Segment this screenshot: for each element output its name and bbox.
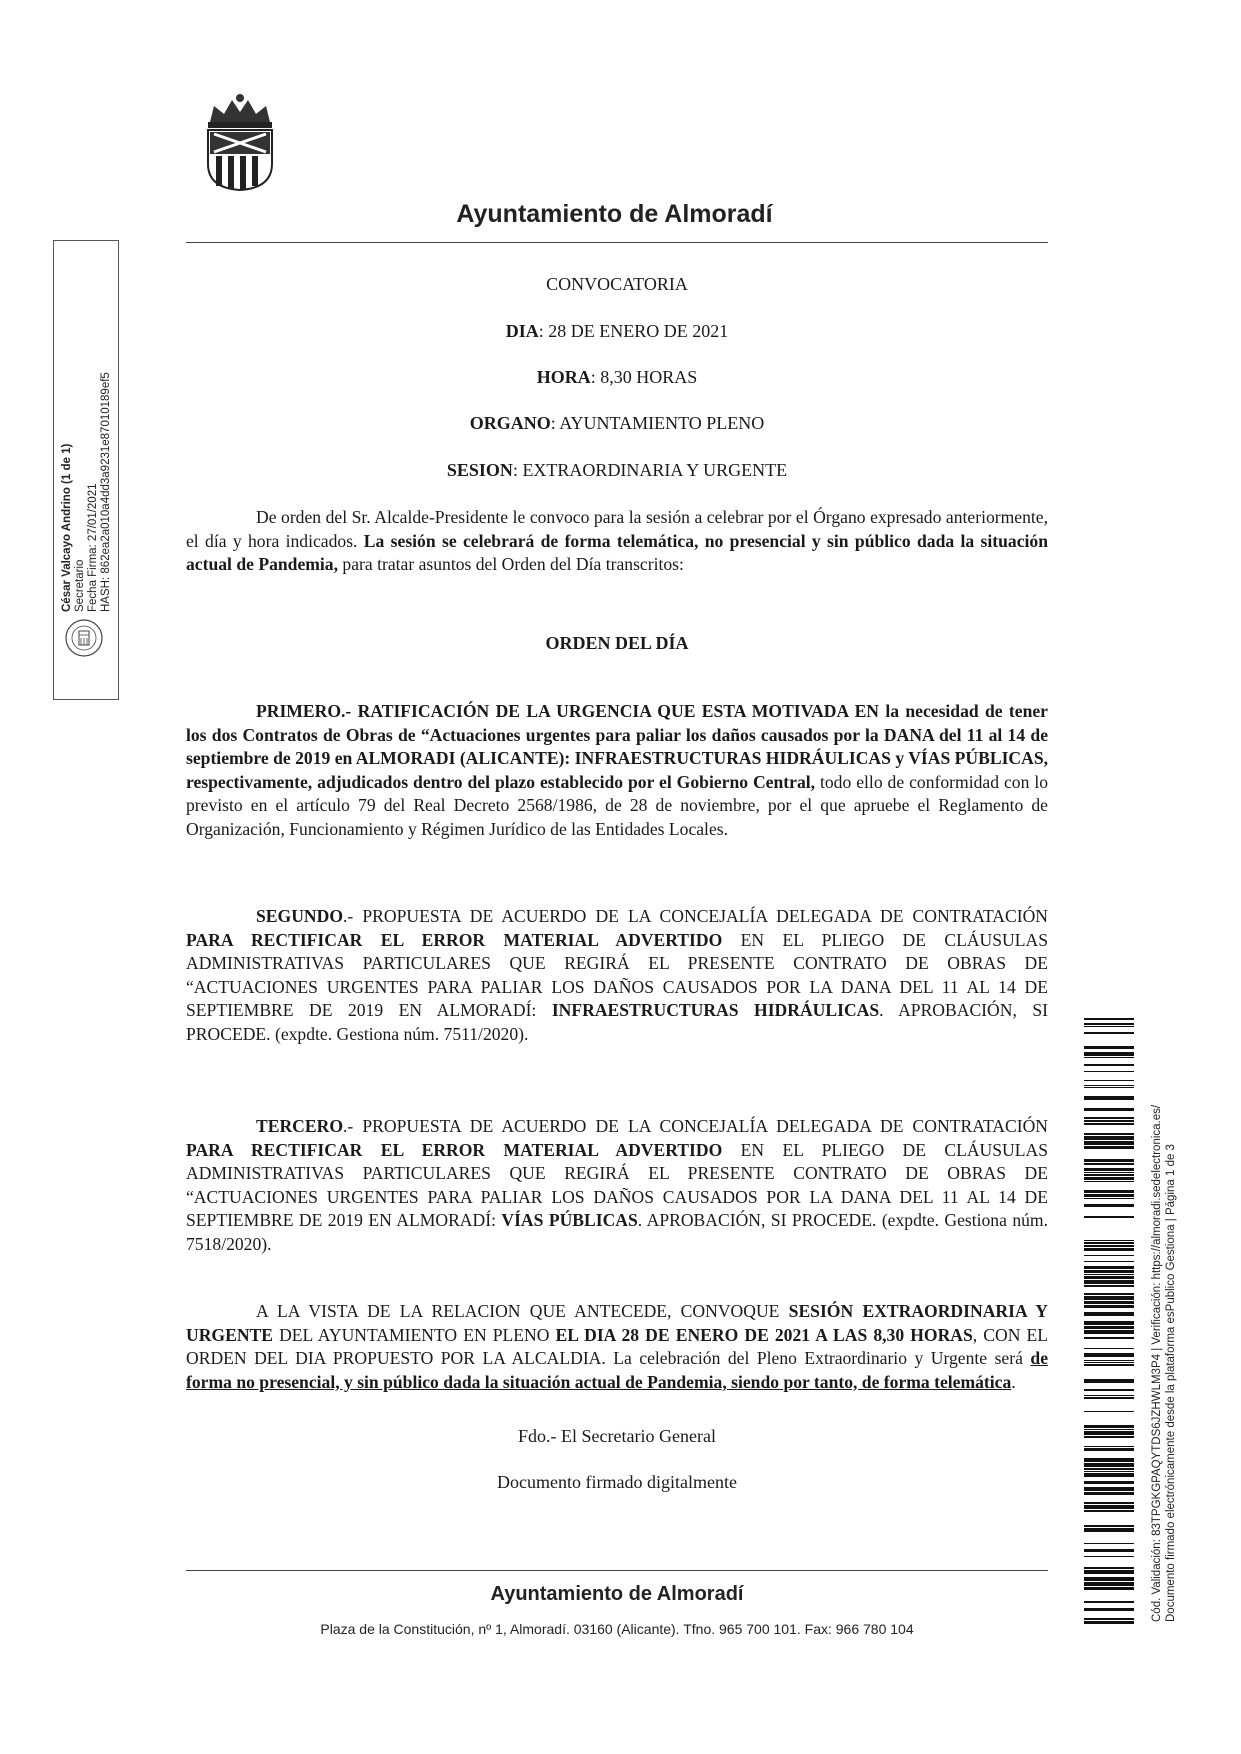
footer-divider [186,1570,1048,1571]
header-divider [186,242,1048,243]
validation-barcode [1084,1018,1134,1624]
validation-code-line: Cód. Validación: 83TPGKGPAQYTDS6JZHWLM3P4 | Verificación: https://almoradi.sedelectronica.es/ [1151,1104,1163,1622]
coat-of-arms-logo [200,92,280,192]
intro-paragraph: De orden del Sr. Alcalde-Presidente le convoco para la sesión a celebrar por el Órgano expresado anteriormente, el día y hora indicados. La sesión se celebrará de forma telemática, no presencial y sin público dada la situación actual de Pandemia, para tratar asuntos del Orden del Día transcritos: [186,507,1048,574]
organo-line: ORGANO: AYUNTAMIENTO PLENO [469,413,765,433]
stamp-signer: César Valcayo Andrino (1 de 1) [61,443,73,612]
seal-icon [64,618,104,658]
footer-address: Plaza de la Constitución, nº 1, Almoradí. 03160 (Alicante). Tfno. 965 700 101. Fax: 966 780 104 [320,1621,914,1637]
signer-line: Fdo.- El Secretario General [518,1426,716,1446]
sesion-line: SESION: EXTRAORDINARIA Y URGENTE [446,460,788,480]
stamp-date: Fecha Firma: 27/01/2021 [87,483,99,612]
item-segundo: SEGUNDO.- PROPUESTA DE ACUERDO DE LA CONCEJALÍA DELEGADA DE CONTRATACIÓN PARA RECTIFICAR EL ERROR MATERIAL ADVERTIDO EN EL PLIEGO DE CLÁUSULAS ADMINISTRATIVAS PARTICULARES QUE REGIRÁ EL PRESENTE CONTRATO DE OBRAS DE “ACTUACIONES URGENTES PARA PALIAR LOS DAÑOS CAUSADOS POR LA DANA DEL 11 AL 14 DE SEPTIEMBRE DE 2019 EN ALMORADÍ: INFRAESTRUCTURAS HIDRÁULICAS. APROBACIÓN, SI PROCEDE. (expdte. Gestiona núm. 7511/2020). [186,906,1048,1044]
dia-line: DIA: 28 DE ENERO DE 2021 [505,321,729,341]
hora-line: HORA: 8,30 HORAS [536,367,698,387]
item-primero: PRIMERO.- RATIFICACIÓN DE LA URGENCIA QUE ESTA MOTIVADA EN la necesidad de tener los dos Contratos de Obras de “Actuaciones urgentes para paliar los daños causados por la DANA del 11 al 14 de septiembre de 2019 en ALMORADI (ALICANTE): INFRAESTRUCTURAS HIDRÁULICAS y VÍAS PÚBLICAS, respectivamente, adjudicados dentro del plazo establecido por el Gobierno Central, todo ello de conformidad con lo previsto en el artículo 79 del Real Decreto 2568/1986, de 28 de noviembre, por el que apruebe el Reglamento de Organización, Funcionamiento y Régimen Jurídico de las Entidades Locales. [186,701,1049,839]
validation-platform-line: Documento firmado electrónicamente desde la plataforma esPublico Gestiona | Página 1 de 3 [1165,1144,1177,1622]
digital-signature-note: Documento firmado digitalmente [497,1472,737,1492]
validation-text [1150,1022,1178,1622]
header-title: Ayuntamiento de Almoradí [456,200,773,228]
conclusion-paragraph: A LA VISTA DE LA RELACION QUE ANTECEDE, CONVOQUE SESIÓN EXTRAORDINARIA Y URGENTE DEL AYUNTAMIENTO EN PLENO EL DIA 28 DE ENERO DE 2021 A LAS 8,30 HORAS, CON EL ORDEN DEL DIA PROPUESTO POR LA ALCALDIA. La celebración del Pleno Extraordinario y Urgente será de forma no presencial, y sin público dada la situación actual de Pandemia, siendo por tanto, de forma telemática. [186,1301,1048,1392]
stamp-hash: HASH: 862ea2a010a4dd3a9231e87010189ef5 [100,372,112,612]
footer-title: Ayuntamiento de Almoradí [490,1583,744,1605]
item-tercero: TERCERO.- PROPUESTA DE ACUERDO DE LA CONCEJALÍA DELEGADA DE CONTRATACIÓN PARA RECTIFICAR EL ERROR MATERIAL ADVERTIDO EN EL PLIEGO DE CLÁUSULAS ADMINISTRATIVAS PARTICULARES QUE REGIRÁ EL PRESENTE CONTRATO DE OBRAS DE “ACTUACIONES URGENTES PARA PALIAR LOS DAÑOS CAUSADOS POR LA DANA DEL 11 AL 14 DE SEPTIEMBRE DE 2019 EN ALMORADÍ: VÍAS PÚBLICAS. APROBACIÓN, SI PROCEDE. (expdte. Gestiona núm. 7518/2020). [186,1116,1048,1254]
signature-stamp-text [61,212,113,612]
stamp-role: Secretario [74,559,86,612]
convocatoria-heading: CONVOCATORIA [546,274,688,294]
orden-del-dia-heading: ORDEN DEL DÍA [545,633,689,653]
